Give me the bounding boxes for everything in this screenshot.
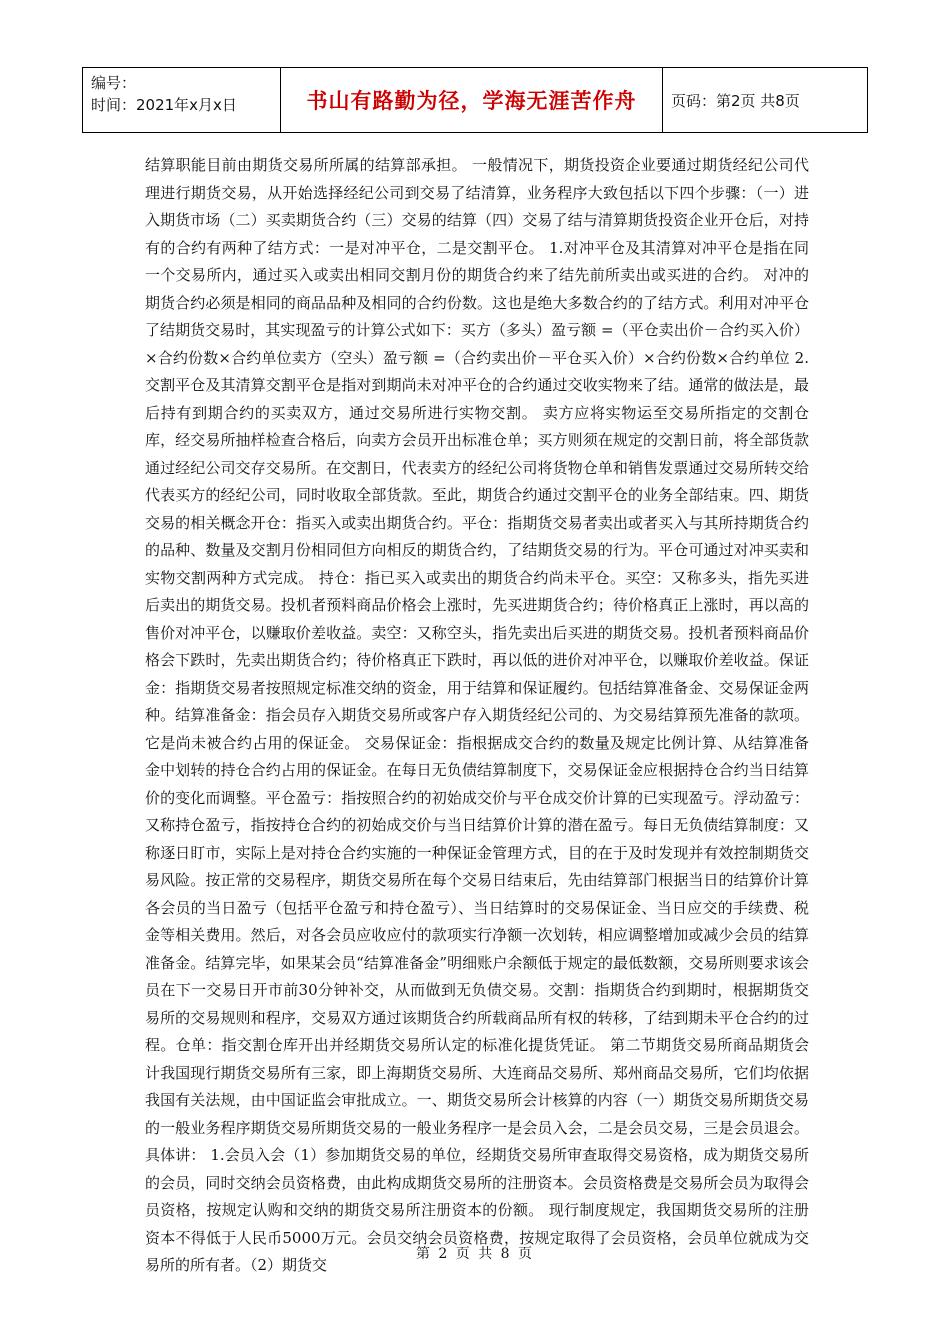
document-number-label: 编号：	[91, 74, 137, 92]
header-page-info: 页码：第2页 共8页	[671, 91, 800, 110]
page-header	[82, 67, 868, 133]
header-motto: 书山有路勤为径，学海无涯苦作舟	[281, 68, 663, 132]
document-date-label: 时间：2021年x月x日	[91, 96, 237, 114]
header-meta	[83, 68, 281, 132]
body-paragraph: 结算职能目前由期货交易所所属的结算部承担。 一般情况下，期货投资企业要通过期货经纪公司代理进行期货交易，从开始选择经纪公司到交易了结清算，业务程序大致包括以下四个步骤：（一）进入期货市场（二）买卖期货合约（三）交易的结算（四）交易了结与清算期货投资企业开仓后，对持有的合约有两种了结方式：一是对冲平仓，二是交割平仓。 1.对冲平仓及其清算对冲平仓是指在同一个交易所内，通过买入或卖出相同交割月份的期货合约来了结先前所卖出或买进的合约。 对冲的期货合约必须是相同的商品品种及相同的合约份数。这也是绝大多数合约的了结方式。利用对冲平仓了结期货交易时，其实现盈亏的计算公式如下：买方（多头）盈亏额 =（平仓卖出价－合约买入价）×合约份数×合约单位卖方（空头）盈亏额 =（合约卖出价－平仓买入价）×合约份数×合约单位 2.交割平仓及其清算交割平仓是指对到期尚未对冲平仓的合约通过交收实物来了结。通常的做法是，最后持有到期合约的买卖双方，通过交易所进行实物交割。 卖方应将实物运至交易所指定的交割仓库，经交易所抽样检查合格后，向卖方会员开出标准仓单；买方则须在规定的交割日前，将全部货款通过经纪公司交存交易所。在交割日，代表卖方的经纪公司将货物仓单和销售发票通过交易所转交给代表买方的经纪公司，同时收取全部货款。至此，期货合约通过交割平仓的业务全部结束。四、期货交易的相关概念开仓：指买入或卖出期货合约。平仓：指期货交易者卖出或者买入与其所持期货合约的品种、数量及交割月份相同但方向相反的期货合约，了结期货交易的行为。平仓可通过对冲买卖和实物交割两种方式完成。 持仓：指已买入或卖出的期货合约尚未平仓。买空：又称多头，指先买进后卖出的期货交易。投机者预料商品价格会上涨时，先买进期货合约；待价格真正上涨时，再以高的售价对冲平仓，以赚取价差收益。卖空：又称空头，指先卖出后买进的期货交易。投机者预料商品价格会下跌时，先卖出期货合约；待价格真正下跌时，再以低的进价对冲平仓，以赚取价差收益。保证金：指期货交易者按照规定标准交纳的资金，用于结算和保证履约。包括结算准备金、交易保证金两种。结算准备金：指会员存入期货交易所或客户存入期货经纪公司的、为交易结算预先准备的款项。它是尚未被合约占用的保证金。 交易保证金：指根据成交合约的数量及规定比例计算、从结算准备金中划转的持仓合约占用的保证金。在每日无负债结算制度下，交易保证金应根据持仓合约当日结算价的变化而调整。平仓盈亏：指按照合约的初始成交价与平仓成交价计算的已实现盈亏。浮动盈亏：又称持仓盈亏，指按持仓合约的初始成交价与当日结算价计算的潜在盈亏。每日无负债结算制度：又称逐日盯市，实际上是对持仓合约实施的一种保证金管理方式，目的在于及时发现并有效控制期货交易风险。按正常的交易程序，期货交易所在每个交易日结束后，先由结算部门根据当日的结算价计算各会员的当日盈亏（包括平仓盈亏和持仓盈亏）、当日结算时的交易保证金、当日应交的手续费、税金等相关费用。然后，对各会员应收应付的款项实行净额一次划转，相应调整增加或减少会员的结算准备金。结算完毕，如果某会员“结算准备金”明细账户余额低于规定的最低数额，交易所则要求该会员在下一交易日开市前30分钟补交，从而做到无负债交易。交割：指期货合约到期时，根据期货交易所的交易规则和程序，交易双方通过该期货合约所载商品所有权的转移，了结到期未平仓合约的过程。仓单：指交割仓库开出并经期货交易所认定的标准化提货凭证。 第二节期货交易所商品期货会计我国现行期货交易所有三家，即上海期货交易所、大连商品交易所、郑州商品交易所，它们均依据我国有关法规，由中国证监会审批成立。一、期货交易所会计核算的内容（一）期货交易所期货交易的一般业务程序期货交易所期货交易的一般业务程序一是会员入会，二是会员交易，三是会员退会。具体讲： 1.会员入会（1）参加期货交易的单位，经期货交易所审查取得交易资格，成为期货交易所的会员，同时交纳会员资格费，由此构成期货交易所的注册资本。会员资格费是交易所会员为取得会员资格，按规定认购和交纳的期货交易所注册资本的份额。 现行制度规定，我国期货交易所的注册资本不得低于人民币5000万元。会员交纳会员资格费，按规定取得了会员资格，会员单位就成为交易所的所有者。（2）期货交	[145, 156, 809, 1274]
document-body	[145, 152, 809, 1280]
page-footer: 第 2 页 共 8 页	[415, 1246, 535, 1262]
